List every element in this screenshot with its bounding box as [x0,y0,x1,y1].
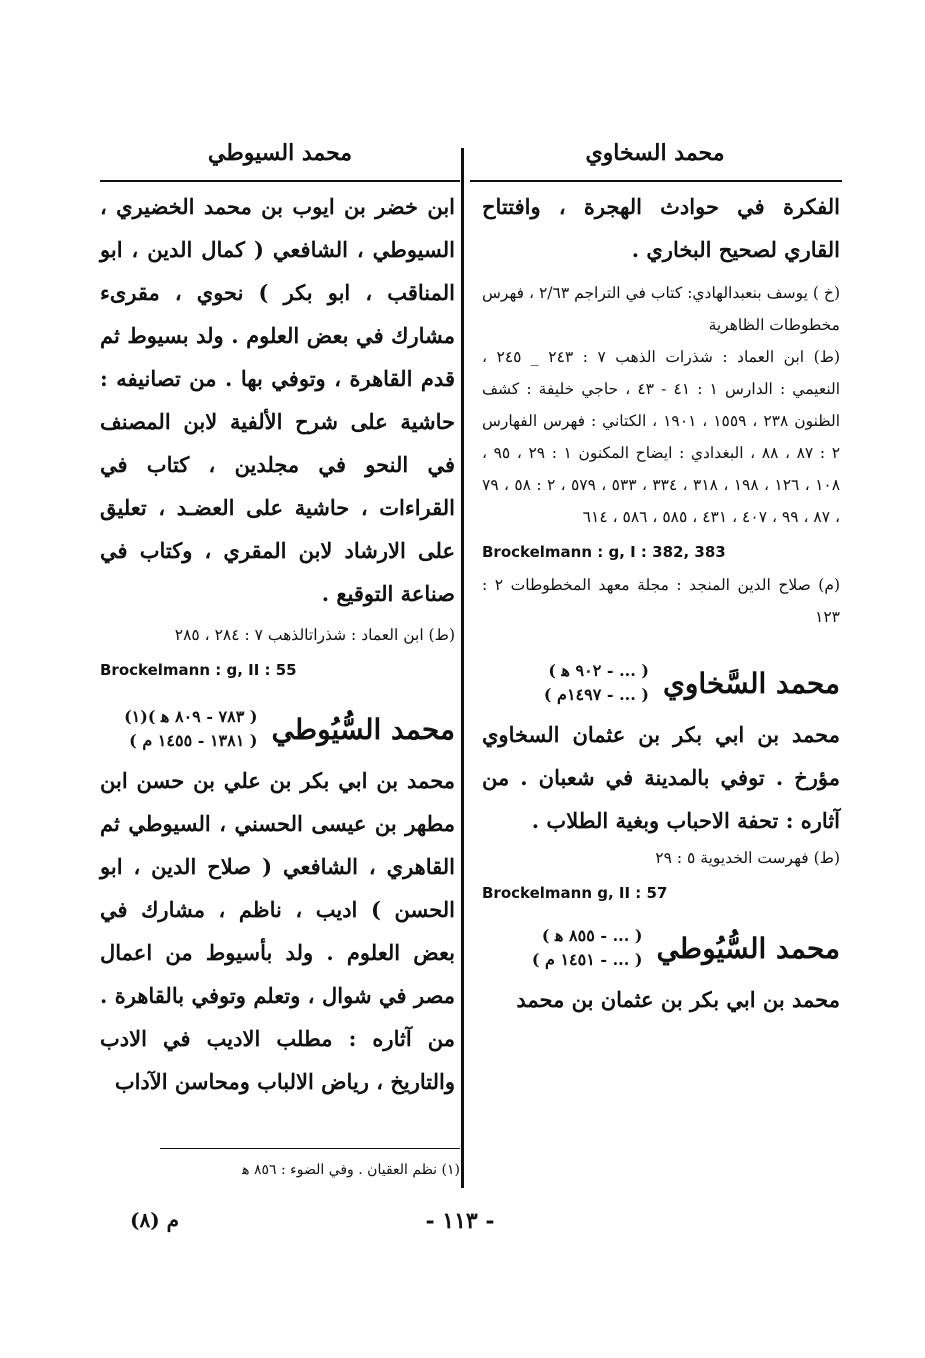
right-entry2-dates [544,659,649,707]
left-intro-text: ابن خضر بن ايوب بن محمد الخضيري ، السيوطي ، الشافعي ( كمال الدين ، ابو المناقب ، ابو بكر ) نحوي ، مقرىء مشارك في بعض العلوم . ولد بسيوط ثم قدم القاهرة ، وتوفي بها . من تصانيفه : حاشية على شرح الألفية لابن المصنف في النحو في مجلدين ، كتاب في القراءات ، حاشية على العضـد ، تعليق على الارشاد لابن المقري ، وكتاب في صناعة التوقيع . [100,194,455,606]
right-entry2-date-greg: ( ... - ١٤٩٧م ) [543,685,649,704]
left-entry2-date-greg: ( ١٣٨١ - ١٤٥٥ م ) [129,731,258,750]
footnote: (١) نظم العقيان . وفي الضوء : ٨٥٦ ﻫ [242,1162,460,1178]
right-entry3-date-hijri: ( ... - ٨٥٥ ﻫ ) [541,926,643,945]
column-divider [461,148,464,1188]
right-entry3-date-greg: ( ... - ١٤٥١ م ) [531,950,643,969]
right-entry2-name: محمد السَّخاوي [662,666,840,700]
left-source-t: (ط) ابن العماد : شذراتالذهب ٧ : ٢٨٤ ، ٢٨٥ [174,626,455,644]
right-entry3-name: محمد السُّيُوطي [656,931,840,965]
right-column-header: محمد السخاوي [585,140,725,166]
right-entry2-date-hijri: ( ... - ٩٠٢ ﻫ ) [548,661,649,680]
right-intro-text: الفكرة في حوادث الهجرة ، وافتتاح القاري لصحيح البخاري . [482,194,840,262]
right-entry2-source: (ط) فهرست الخديوية ٥ : ٢٩ [655,849,840,867]
left-entry2-heading [100,705,455,753]
right-entry2-latin-ref: Brockelmann g, II : 57 [482,884,668,902]
right-entry3-dates [532,924,643,972]
right-latin-ref: Brockelmann : g, I : 382, 383 [482,543,726,561]
left-header-rule [100,180,460,182]
right-entry2-text: محمد بن ابي بكر بن عثمان السخاوي مؤرخ . توفي بالمدينة في شعبان . من آثاره : تحفة الاحباب وبغية الطلاب . [482,722,840,833]
right-source-m: (م) صلاح الدين المنجد : مجلة معهد المخطوطات ٢ : ١٢٣ [482,576,840,626]
page-number: - ١١٣ - [425,1208,495,1234]
right-entry3-heading [482,924,840,972]
left-column [100,185,455,1103]
right-source-kh: (خ ) يوسف بنعبدالهادي: كتاب في التراجم ٢/٦٣ ، فهرس مخطوطات الظاهرية [482,284,840,334]
right-column [482,185,840,1021]
right-entry2-heading [482,659,840,707]
left-entry2-dates [124,705,257,753]
right-source-t: (ط) ابن العماد : شذرات الذهب ٧ : ٢٤٣ _ ٢٤٥ ، النعيمي : الدارس ١ : ٤١ - ٤٣ ، حاجي خليفة : كشف الظنون ٢٣٨ ، ١٥٥٩ ، ١٩٠١ ، الكتاني : فهرس الفهارس ٢ : ٨٧ ، ٨٨ ، البغدادي : ايضاح المكنون ١ : ٢٩ ، ٩٥ ، ١٠٨ ، ١٢٦ ، ١٩٨ ، ٣١٨ ، ٣٣٤ ، ٥٣٣ ، ٥٧٩ ، ٢ : ٥٨ ، ٧٩ ، ٨٧ ، ٩٩ ، ٤٠٧ ، ٤٣١ ، ٥٨٥ ، ٥٨٦ ، ٦١٤ [482,348,841,526]
right-entry3-text: محمد بن ابي بكر بن عثمان بن محمد [516,987,840,1012]
left-column-header: محمد السيوطي [207,140,353,166]
left-latin-ref: Brockelmann : g, II : 55 [100,661,297,679]
footnote-rule [160,1148,460,1149]
signature-mark: م (٨) [130,1208,180,1232]
left-entry2-name: محمد السُّيُوطي [271,712,455,746]
left-entry2-text: محمد بن ابي بكر بن علي بن حسن ابن مطهر بن عيسى الحسني ، السيوطي ثم القاهري ، الشافعي ( صلاح الدين ، ابو الحسن ) اديب ، ناظم ، مشارك في بعض العلوم . ولد بأسيوط من اعمال مصر في شوال ، وتعلم وتوفي بالقاهرة . من آثاره : مطلب الاديب في الادب والتاريخ ، رياض الالباب ومحاسن الآداب [100,768,455,1094]
left-entry2-date-hijri: ( ٧٨٣ - ٨٠٩ ﻫ )(١) [124,707,258,726]
right-header-rule [470,180,842,182]
